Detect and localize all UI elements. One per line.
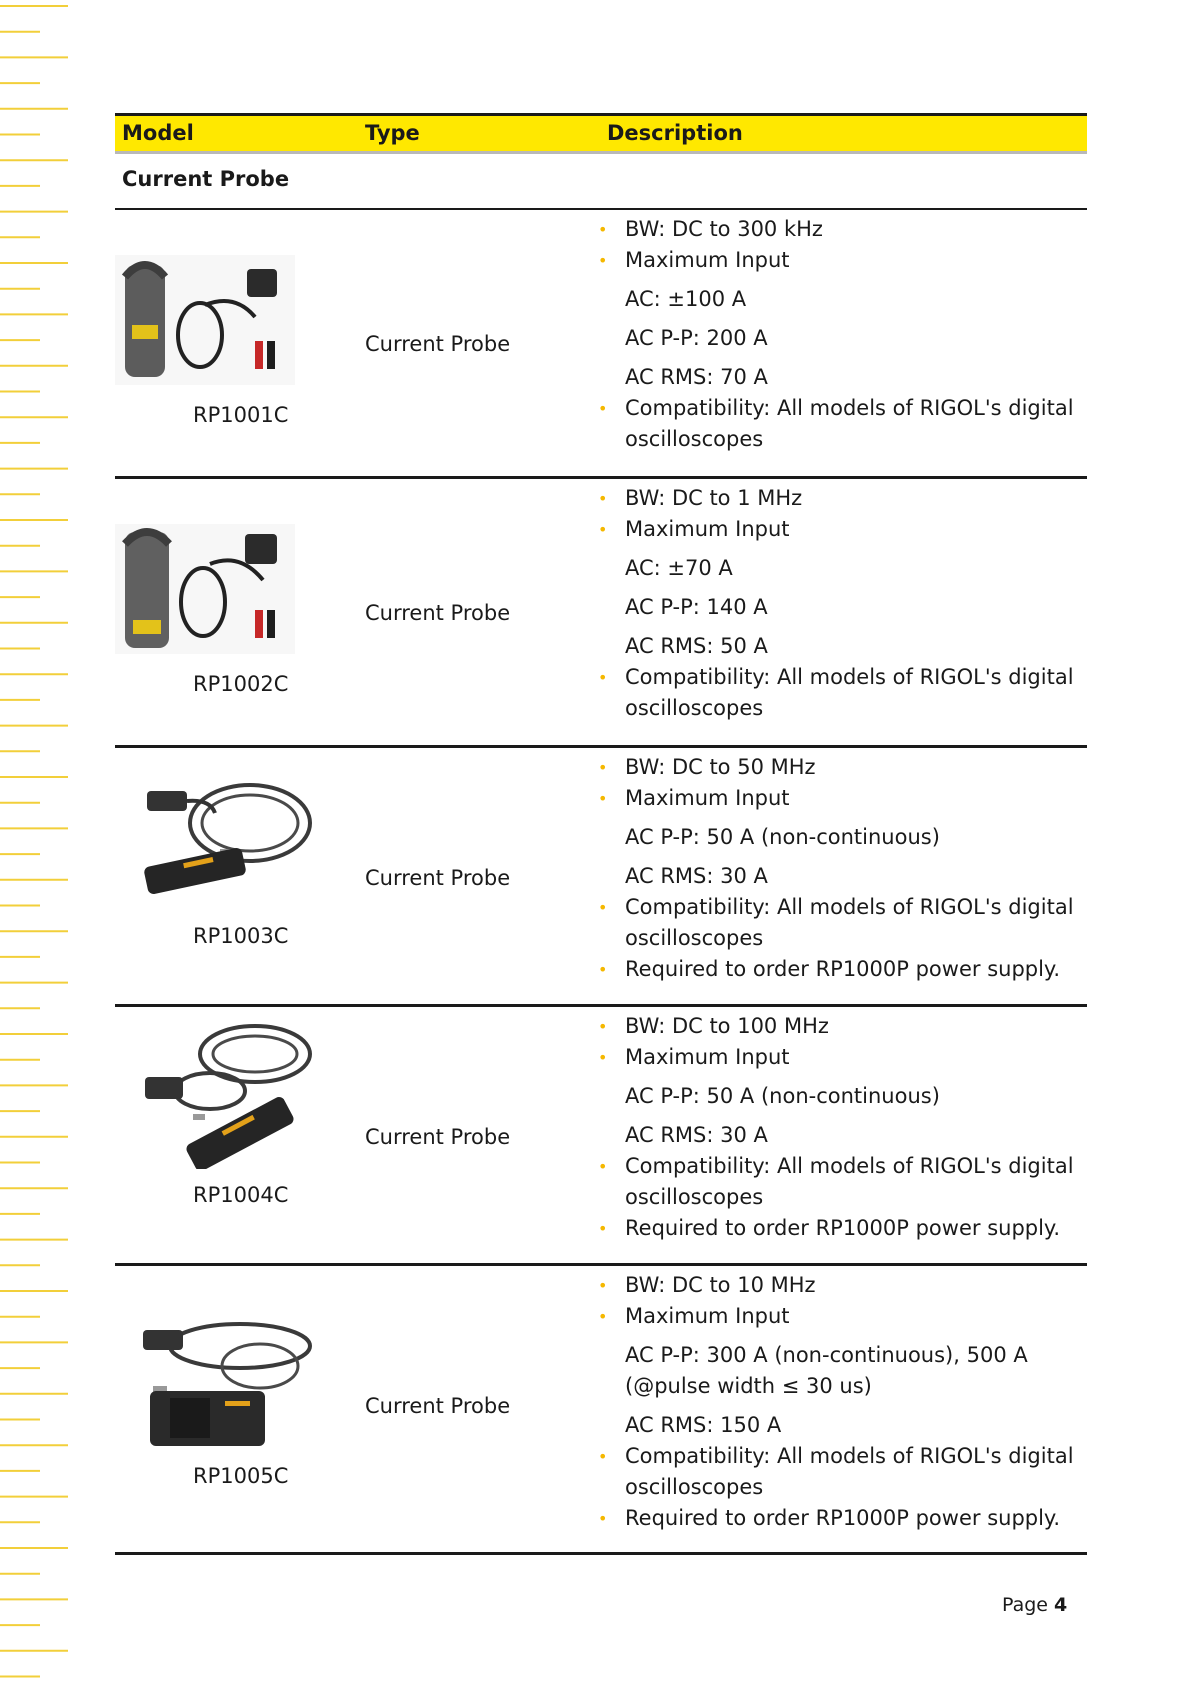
- margin-decoration: [0, 0, 70, 1697]
- list-item: • Maximum Input: [576, 783, 1087, 814]
- page-number-value: 4: [1054, 1594, 1068, 1616]
- spec-line: AC RMS: 30 A: [625, 864, 768, 888]
- list-item: • Required to order RP1000P power supply.: [576, 954, 1087, 985]
- product-image: [115, 1019, 320, 1169]
- header-type: Type: [365, 121, 420, 145]
- model-name: RP1004C: [193, 1183, 289, 1207]
- list-item: • BW: DC to 50 MHz: [576, 752, 1087, 783]
- section-title: Current Probe: [122, 167, 290, 191]
- list-item: • Maximum Input: [576, 1301, 1087, 1332]
- spec-line: AC P-P: 140 A: [625, 595, 768, 619]
- type-cell: Current Probe: [365, 1394, 511, 1418]
- type-cell: Current Probe: [365, 1125, 511, 1149]
- table-row: [115, 479, 1087, 748]
- spec-line: AC P-P: 50 A (non-continuous): [625, 1084, 940, 1108]
- spec-line: AC: ±70 A: [625, 556, 733, 580]
- probe-table: [115, 113, 1087, 1555]
- spec-line: AC RMS: 150 A: [625, 1413, 782, 1437]
- description-cell: [576, 1007, 1087, 1244]
- list-item: • BW: DC to 300 kHz: [576, 214, 1087, 245]
- table-row: [115, 210, 1087, 479]
- list-item: • Maximum Input: [576, 245, 1087, 276]
- description-cell: [576, 748, 1087, 985]
- product-image: [115, 255, 320, 385]
- product-image: [115, 1316, 320, 1451]
- list-item: • Required to order RP1000P power supply.: [576, 1503, 1087, 1534]
- table-row: [115, 1266, 1087, 1555]
- page-number: [1002, 1594, 1067, 1616]
- list-item: • Maximum Input: [576, 514, 1087, 545]
- page-label: Page: [1002, 1594, 1048, 1616]
- list-item: • Compatibility: All models of RIGOL's digital oscilloscopes: [576, 393, 1087, 455]
- description-cell: [576, 210, 1087, 455]
- list-item: • BW: DC to 10 MHz: [576, 1270, 1087, 1301]
- spec-line: AC RMS: 50 A: [625, 634, 768, 658]
- spec-line: AC RMS: 30 A: [625, 1123, 768, 1147]
- list-item: • Compatibility: All models of RIGOL's digital oscilloscopes: [576, 662, 1087, 724]
- spec-line: AC P-P: 200 A: [625, 326, 768, 350]
- model-name: RP1005C: [193, 1464, 289, 1488]
- list-item: • BW: DC to 1 MHz: [576, 483, 1087, 514]
- spec-line: AC P-P: 300 A (non-continuous), 500 A (@pulse width ≤ 30 us): [625, 1343, 1028, 1398]
- product-image: [115, 524, 320, 654]
- header-description: Description: [607, 121, 743, 145]
- table-header: [115, 113, 1087, 154]
- list-item: • BW: DC to 100 MHz: [576, 1011, 1087, 1042]
- spec-line: AC: ±100 A: [625, 287, 747, 311]
- list-item: • Compatibility: All models of RIGOL's digital oscilloscopes: [576, 1151, 1087, 1213]
- type-cell: Current Probe: [365, 332, 511, 356]
- spec-line: AC P-P: 50 A (non-continuous): [625, 825, 940, 849]
- list-item: • Required to order RP1000P power supply.: [576, 1213, 1087, 1244]
- description-cell: [576, 479, 1087, 724]
- list-item: • Maximum Input: [576, 1042, 1087, 1073]
- list-item: • Compatibility: All models of RIGOL's digital oscilloscopes: [576, 1441, 1087, 1503]
- type-cell: Current Probe: [365, 866, 511, 890]
- header-model: Model: [122, 121, 194, 145]
- table-row: [115, 748, 1087, 1007]
- model-name: RP1003C: [193, 924, 289, 948]
- list-item: • Compatibility: All models of RIGOL's digital oscilloscopes: [576, 892, 1087, 954]
- model-name: RP1002C: [193, 672, 289, 696]
- model-name: RP1001C: [193, 403, 289, 427]
- description-cell: [576, 1266, 1087, 1534]
- type-cell: Current Probe: [365, 601, 511, 625]
- section-row: [115, 154, 1087, 210]
- product-image: [115, 773, 320, 898]
- table-row: [115, 1007, 1087, 1266]
- spec-line: AC RMS: 70 A: [625, 365, 768, 389]
